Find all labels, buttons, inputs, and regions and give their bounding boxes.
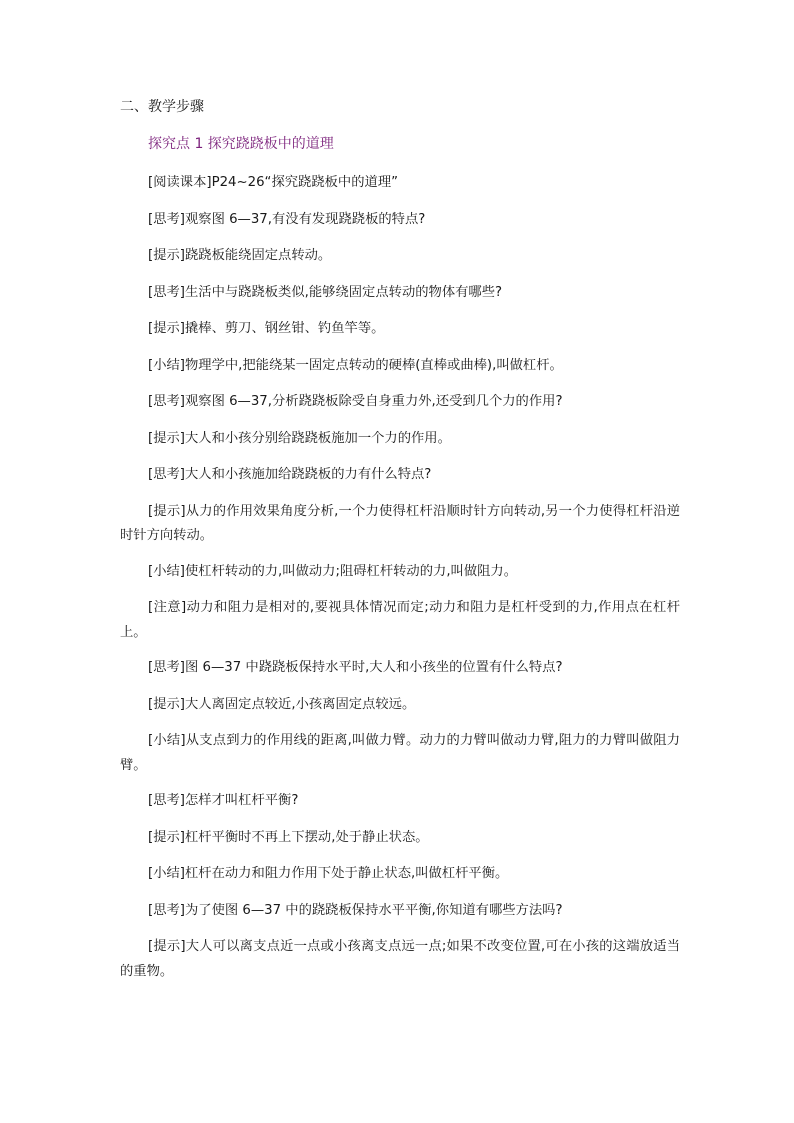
subheading-explore-point-1: 探究点 1 探究跷跷板中的道理 bbox=[148, 136, 334, 152]
paragraph-think: [思考]观察图 6—37,分析跷跷板除受自身重力外,还受到几个力的作用? bbox=[148, 394, 563, 409]
paragraph-think: [思考]为了使图 6—37 中的跷跷板保持水平平衡,你知道有哪些方法吗? bbox=[148, 902, 563, 918]
section-heading: 二、教学步骤 bbox=[120, 99, 204, 115]
paragraph-hint: [提示]杠杆平衡时不再上下摆动,处于静止状态。 bbox=[148, 829, 429, 845]
paragraph-summary: [小结]使杠杆转动的力,叫做动力;阻碍杠杆转动的力,叫做阻力。 bbox=[148, 563, 518, 579]
paragraph-hint: [提示]大人和小孩分别给跷跷板施加一个力的作用。 bbox=[148, 430, 451, 446]
paragraph-think: [思考]图 6—37 中跷跷板保持水平时,大人和小孩坐的位置有什么特点? bbox=[148, 660, 563, 675]
paragraph-read-textbook: [阅读课本]P24~26“探究跷跷板中的道理” bbox=[148, 175, 399, 190]
paragraph-think: [思考]怎样才叫杠杆平衡? bbox=[148, 793, 299, 808]
paragraph-hint: [提示]从力的作用效果角度分析,一个力使得杠杆沿顺时针方向转动,另一个力使得杠杆沿逆时针方向转动。 bbox=[120, 503, 680, 543]
paragraph-summary: [小结]杠杆在动力和阻力作用下处于静止状态,叫做杠杆平衡。 bbox=[148, 866, 509, 881]
paragraph-summary: [小结]物理学中,把能绕某一固定点转动的硬棒(直棒或曲棒),叫做杠杆。 bbox=[148, 357, 563, 373]
paragraph-hint: [提示]撬棒、剪刀、钢丝钳、钓鱼竿等。 bbox=[148, 321, 385, 336]
paragraph-think: [思考]生活中与跷跷板类似,能够绕固定点转动的物体有哪些? bbox=[148, 284, 503, 300]
paragraph-hint: [提示]大人离固定点较近,小孩离固定点较远。 bbox=[148, 696, 416, 712]
paragraph-think: [思考]观察图 6—37,有没有发现跷跷板的特点? bbox=[148, 211, 426, 227]
paragraph-hint: [提示]跷跷板能绕固定点转动。 bbox=[148, 248, 332, 263]
paragraph-hint: [提示]大人可以离支点近一点或小孩离支点远一点;如果不改变位置,可在小孩的这端放适当的重物。 bbox=[120, 939, 680, 979]
document-body bbox=[120, 97, 680, 995]
paragraph-note: [注意]动力和阻力是相对的,要视具体情况而定;动力和阻力是杠杆受到的力,作用点在杠杆上。 bbox=[120, 600, 680, 640]
paragraph-summary: [小结]从支点到力的作用线的距离,叫做力臂。动力的力臂叫做动力臂,阻力的力臂叫做阻力臂。 bbox=[120, 733, 680, 773]
paragraph-think: [思考]大人和小孩施加给跷跷板的力有什么特点? bbox=[148, 467, 432, 482]
